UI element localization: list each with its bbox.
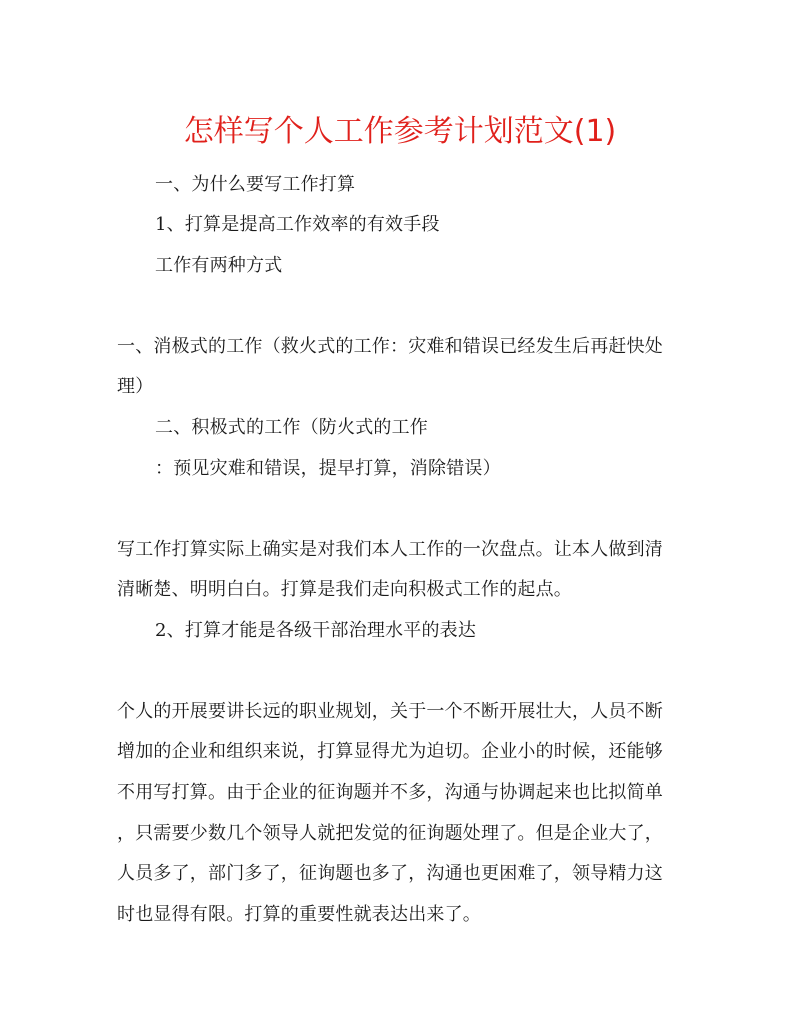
paragraph-review-line-1: 写工作打算实际上确实是对我们本人工作的一次盘点。让本人做到清 (117, 539, 663, 560)
paragraph-active-work-line-1: 二、积极式的工作（防火式的工作 (155, 417, 428, 438)
paragraph-development-line-6: 时也显得有限。打算的重要性就表达出来了。 (117, 904, 481, 925)
paragraph-development-line-3: 不用写打算。由于企业的征询题并不多，沟通与协调起来也比拟简单 (117, 782, 663, 803)
paragraph-review-line-2: 清晰楚、明明白白。打算是我们走向积极式工作的起点。 (117, 579, 572, 600)
paragraph-passive-work-line-2: 理） (117, 376, 154, 397)
paragraph-development-line-4: ，只需要少数几个领导人就把发觉的征询题处理了。但是企业大了， (117, 823, 663, 844)
paragraph-development-line-2: 增加的企业和组织来说，打算显得尤为迫切。企业小的时候，还能够 (117, 741, 663, 762)
paragraph-active-work-line-2: ：预见灾难和错误，提早打算，消除错误） (155, 458, 501, 479)
paragraph-passive-work-line-1: 一、消极式的工作（救火式的工作：灾难和错误已经发生后再赶快处 (117, 336, 663, 357)
subheading-management-level: 2、打算才能是各级干部治理水平的表达 (155, 620, 477, 641)
document-title: 怎样写个人工作参考计划范文(1) (183, 114, 617, 149)
heading-why-plan: 一、为什么要写工作打算 (155, 174, 356, 195)
paragraph-development-line-5: 人员多了，部门多了，征询题也多了，沟通也更困难了，领导精力这 (117, 863, 663, 884)
paragraph-two-ways: 工作有两种方式 (155, 255, 283, 276)
subheading-plan-efficiency: 1、打算是提高工作效率的有效手段 (155, 214, 440, 235)
paragraph-development-line-1: 个人的开展要讲长远的职业规划，关于一个不断开展壮大，人员不断 (117, 701, 663, 722)
